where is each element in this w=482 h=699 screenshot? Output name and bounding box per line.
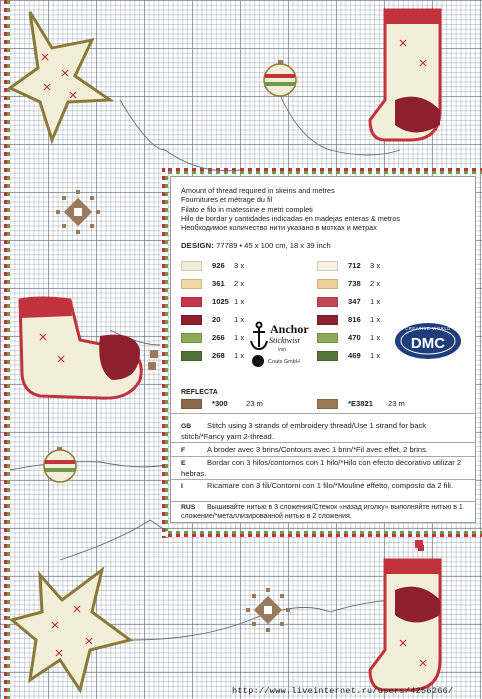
card-border-bottom-green	[166, 531, 482, 534]
star-motif	[12, 570, 130, 690]
design-info	[181, 241, 331, 250]
thread-row	[317, 314, 380, 325]
header-line: Filato e filo in matessine e metri completi	[181, 204, 313, 214]
thread-swatch	[181, 279, 202, 289]
dmc-ring-text: CREATIVE WORLD	[405, 326, 451, 331]
header-line: Необходимое количество нити указано в мотках и метрах	[181, 223, 377, 233]
stocking-motif	[370, 10, 440, 140]
thread-row	[181, 314, 244, 325]
star-motif	[10, 12, 110, 140]
design-label: DESIGN:	[181, 241, 215, 250]
thread-qty: 1 x	[234, 315, 245, 324]
thread-swatch	[181, 333, 202, 343]
thread-swatch	[181, 261, 202, 271]
thread-row	[317, 278, 380, 289]
thread-code: 266	[212, 333, 225, 342]
thread-row	[181, 332, 244, 343]
thread-swatch	[317, 297, 338, 307]
coats-emblem-icon	[252, 355, 264, 367]
garland-string	[60, 520, 165, 560]
dmc-logo	[393, 321, 463, 361]
instruction-i	[181, 481, 466, 492]
header-line: Fournitures et métrage du fil	[181, 195, 273, 205]
thread-swatch	[181, 399, 202, 409]
thread-row	[181, 278, 244, 289]
thread-row	[317, 350, 380, 361]
thread-swatch	[317, 315, 338, 325]
stocking-motif	[370, 540, 440, 690]
divider	[171, 413, 475, 414]
thread-qty: 1 x	[370, 351, 381, 360]
reflecta-row	[181, 398, 263, 409]
anchor-von: von	[278, 347, 287, 353]
card-border-left-green	[165, 174, 168, 538]
thread-qty: 23 m	[246, 399, 263, 408]
thread-code: *E3821	[348, 399, 373, 408]
thread-swatch	[317, 261, 338, 271]
thread-swatch	[181, 351, 202, 361]
thread-row	[317, 332, 380, 343]
instruction-f	[181, 445, 466, 456]
thread-legend-card	[170, 176, 476, 523]
stocking-motif	[20, 297, 141, 398]
instruction-e	[181, 458, 466, 479]
thread-swatch	[317, 351, 338, 361]
thread-row	[181, 296, 244, 307]
thread-qty: 2 x	[370, 279, 381, 288]
garland-string	[120, 100, 240, 171]
thread-swatch	[317, 279, 338, 289]
page-border-left-green	[7, 0, 10, 699]
instruction-gb	[181, 421, 466, 442]
thread-swatch	[317, 399, 338, 409]
thread-code: 1025	[212, 297, 229, 306]
dmc-name: DMC	[410, 335, 446, 352]
card-border-top-green	[166, 171, 482, 174]
instruction-text: Ricamare con 3 fili/Contorni con 1 filo/*Mouliné effetto, composto da 2 fili.	[207, 481, 453, 490]
thread-code: 361	[212, 279, 225, 288]
header-line: Amount of thread required in skeins and metres	[181, 186, 335, 195]
lang-code: F	[181, 447, 186, 454]
card-border-bottom-red	[166, 534, 482, 537]
thread-row	[317, 260, 380, 271]
thread-qty: 2 x	[234, 279, 245, 288]
page-border-left-red	[4, 0, 7, 699]
header-line: Hilo de bordar y cantidades indicadas en madejas enteras & metros	[181, 213, 401, 223]
header-lines	[181, 186, 400, 232]
instruction-text: Вышивайте нитью в 3 сложения/Стежок «назад иголку» выполняйте нитью в 1 сложение/*металлизированной нитью в 2 сложения.	[181, 504, 463, 520]
thread-qty: 1 x	[234, 351, 245, 360]
divider	[171, 456, 475, 457]
thread-qty: 1 x	[370, 297, 381, 306]
thread-swatch	[181, 315, 202, 325]
hanging-bead	[150, 350, 158, 358]
thread-qty: 23 m	[388, 399, 405, 408]
anchor-logo	[250, 319, 310, 373]
thread-row	[181, 260, 244, 271]
thread-code: 816	[348, 315, 361, 324]
hanging-bead	[418, 545, 424, 551]
thread-qty: 1 x	[370, 315, 381, 324]
thread-code: 347	[348, 297, 361, 306]
instruction-text: Stitch using 3 strands of embroidery thread/Use 1 strand for back stitch/*Fancy yarn 2-thread.	[181, 421, 427, 441]
thread-qty: 3 x	[370, 261, 381, 270]
instruction-rus	[181, 494, 466, 521]
thread-qty: 1 x	[370, 333, 381, 342]
divider	[171, 479, 475, 480]
thread-code: 20	[212, 315, 221, 324]
ball-ornament	[44, 447, 76, 482]
thread-code: 926	[212, 261, 225, 270]
hanging-bead	[148, 362, 156, 370]
reflecta-row	[317, 398, 405, 409]
instruction-text: Bordar con 3 hilos/contornos con 1 hilo/*Hilo con efecto decorativo utilizar 2 hebras.	[181, 458, 462, 478]
lang-code: I	[181, 483, 183, 490]
lang-code: E	[181, 460, 186, 467]
thread-code: 470	[348, 333, 361, 342]
thread-code: 469	[348, 351, 361, 360]
anchor-sub: Sticktwist	[269, 336, 300, 345]
anchor-name: Anchor	[270, 322, 309, 336]
anchor-maker: Coats GmbH	[268, 359, 300, 365]
thread-row	[317, 296, 380, 307]
thread-swatch	[181, 297, 202, 307]
divider	[171, 442, 475, 443]
lang-code: GB	[181, 423, 192, 430]
thread-qty: 1 x	[234, 333, 245, 342]
source-watermark: http://www.liveinternet.ru/users/4256266/	[232, 686, 454, 696]
reflecta-label: REFLECTA	[181, 389, 218, 396]
thread-qty: 3 x	[234, 261, 245, 270]
card-border-left-red	[162, 168, 165, 538]
thread-code: 268	[212, 351, 225, 360]
thread-code: 738	[348, 279, 361, 288]
ball-ornament	[264, 60, 296, 96]
snowflake-motif	[56, 190, 100, 234]
lang-code: RUS	[181, 504, 196, 511]
design-value: 77789 • 45 x 100 cm, 18 x 39 inch	[216, 241, 331, 250]
anchor-icon	[251, 323, 267, 350]
thread-qty: 1 x	[234, 297, 245, 306]
thread-row	[181, 350, 244, 361]
garland-string	[10, 462, 165, 470]
thread-code: *300	[212, 399, 228, 408]
instruction-text: A broder avec 3 brins/Contours avec 1 brin/*Fil avec effet, 2 brins.	[207, 445, 429, 454]
thread-code: 712	[348, 261, 361, 270]
thread-swatch	[317, 333, 338, 343]
